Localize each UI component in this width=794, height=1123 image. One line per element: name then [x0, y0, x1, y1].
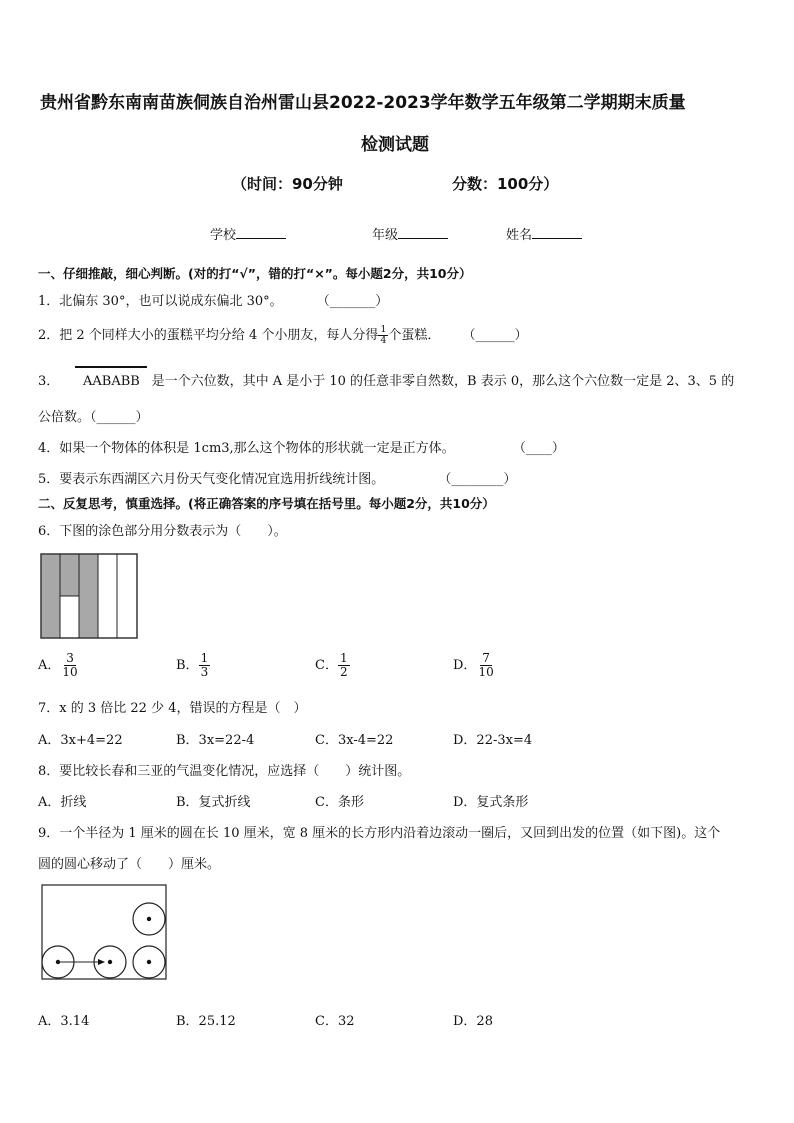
question-2-blank[interactable]: （______） — [462, 328, 528, 343]
school-field — [210, 224, 286, 243]
q6-option-b-fraction: $\frac{1}{3}$ — [200, 651, 209, 680]
question-2-text: 2．把 2 个同样大小的蛋糕平均分给 4 个小朋友，每人分得 — [38, 328, 379, 343]
q7-option-b[interactable]: B．3x=22-4 — [176, 733, 255, 748]
shaded-column-2-top — [60, 554, 79, 596]
question-7: 7．x 的 3 倍比 22 少 4，错误的方程是（ ） — [38, 701, 307, 716]
q9-option-a[interactable]: A．3.14 — [38, 1014, 90, 1029]
question-3-blank[interactable]: （______） — [90, 410, 149, 425]
question-3-line2 — [38, 406, 149, 425]
question-6: 6．下图的涂色部分用分数表示为（ ）。 — [38, 524, 287, 539]
grade-field — [372, 224, 448, 243]
q6-option-d-fraction: $\frac{7}{10}$ — [478, 651, 494, 680]
question-3-text2: 公倍数。 — [38, 410, 91, 425]
question-4 — [38, 437, 565, 456]
q7-option-d[interactable]: D．22-3x=4 — [453, 733, 533, 748]
question-2 — [38, 324, 528, 346]
shaded-rectangle-figure — [40, 553, 138, 639]
question-1-text: 1．北偏东 30°，也可以说成东偏北 30°。 — [38, 294, 283, 309]
question-3-text: 是一个六位数，其中 A 是小于 10 的任意非零自然数，B 表示 0，那么这个六位数一定是 2、3、5 的 — [151, 374, 735, 389]
section1-heading: 一、仔细推敲，细心判断。(对的打“√”，错的打“×”。每小题2分，共10分） — [38, 266, 472, 281]
q9-option-b[interactable]: B．25.12 — [176, 1014, 236, 1029]
q6-option-d[interactable]: D． $\frac{7}{10}$ — [453, 651, 494, 680]
q8-option-b[interactable]: B．复式折线 — [176, 795, 251, 810]
circle-up-center — [147, 917, 151, 921]
q6-option-a-fraction: $\frac{3}{10}$ — [62, 651, 78, 680]
shaded-column-3 — [79, 554, 98, 638]
school-blank[interactable] — [236, 226, 286, 239]
school-label: 学校 — [210, 228, 237, 243]
question-5 — [38, 468, 516, 487]
rectangle-boundary — [42, 885, 166, 979]
shaded-column-1 — [41, 554, 60, 638]
page-title-line2: 检测试题 — [361, 135, 429, 155]
q8-option-a[interactable]: A．折线 — [38, 795, 87, 810]
question-2-text-after: 个蛋糕． — [388, 328, 441, 343]
circle-middle-center — [108, 960, 112, 964]
question-1 — [38, 290, 388, 309]
q6-option-a[interactable]: A． $\frac{3}{10}$ — [38, 651, 78, 680]
question-9: 9．一个半径为 1 厘米的圆在长 10 厘米，宽 8 厘米的长方形内沿着边滚动一圈后，又回到出发的位置（如下图)。这个 — [38, 826, 721, 841]
q6-option-c[interactable]: C． $\frac{1}{2}$ — [315, 651, 348, 680]
q6-option-b[interactable]: B． $\frac{1}{3}$ — [176, 651, 209, 680]
grade-label: 年级 — [372, 228, 399, 243]
grade-blank[interactable] — [398, 226, 448, 239]
q7-option-a[interactable]: A．3x+4=22 — [38, 733, 123, 748]
q9-option-c[interactable]: C．32 — [315, 1014, 355, 1029]
name-blank[interactable] — [532, 226, 582, 239]
question-1-blank[interactable]: （_______） — [316, 294, 389, 309]
question-4-blank[interactable]: （____） — [512, 441, 565, 456]
rolling-circle-figure — [41, 884, 168, 980]
question-5-text: 5．要表示东西湖区六月份天气变化情况宜选用折线统计图。 — [38, 472, 385, 487]
question-9-line2: 圆的圆心移动了（ ）厘米。 — [38, 857, 221, 872]
question-2-fraction: $\frac{1}{4}$ — [380, 323, 387, 346]
q8-option-d[interactable]: D．复式条形 — [453, 795, 529, 810]
q6-option-c-fraction: $\frac{1}{2}$ — [339, 651, 348, 680]
q8-option-c[interactable]: C．条形 — [315, 795, 364, 810]
name-label: 姓名 — [506, 228, 533, 243]
q9-option-d[interactable]: D．28 — [453, 1014, 493, 1029]
page-title-line1: 贵州省黔东南南苗族侗族自治州雷山县2022-2023学年数学五年级第二学期期末质量 — [40, 93, 686, 113]
question-3 — [38, 366, 734, 389]
q7-option-c[interactable]: C．3x-4=22 — [315, 733, 394, 748]
name-field — [506, 224, 582, 243]
exam-score: 分数：100分） — [452, 175, 559, 193]
question-3-number: AABABB — [75, 366, 147, 389]
question-8: 8．要比较长春和三亚的气温变化情况，应选择（ ）统计图。 — [38, 764, 411, 779]
question-4-text: 4．如果一个物体的体积是 1cm3,那么这个物体的形状就一定是正方体。 — [38, 441, 455, 456]
exam-time: （时间：90分钟 — [232, 175, 343, 193]
question-5-blank[interactable]: （________） — [438, 472, 517, 487]
question-3-prefix: 3． — [38, 374, 60, 389]
section2-heading: 二、反复思考，慎重选择。(将正确答案的序号填在括号里。每小题2分，共10分） — [38, 496, 495, 511]
circle-corner-center — [147, 960, 151, 964]
